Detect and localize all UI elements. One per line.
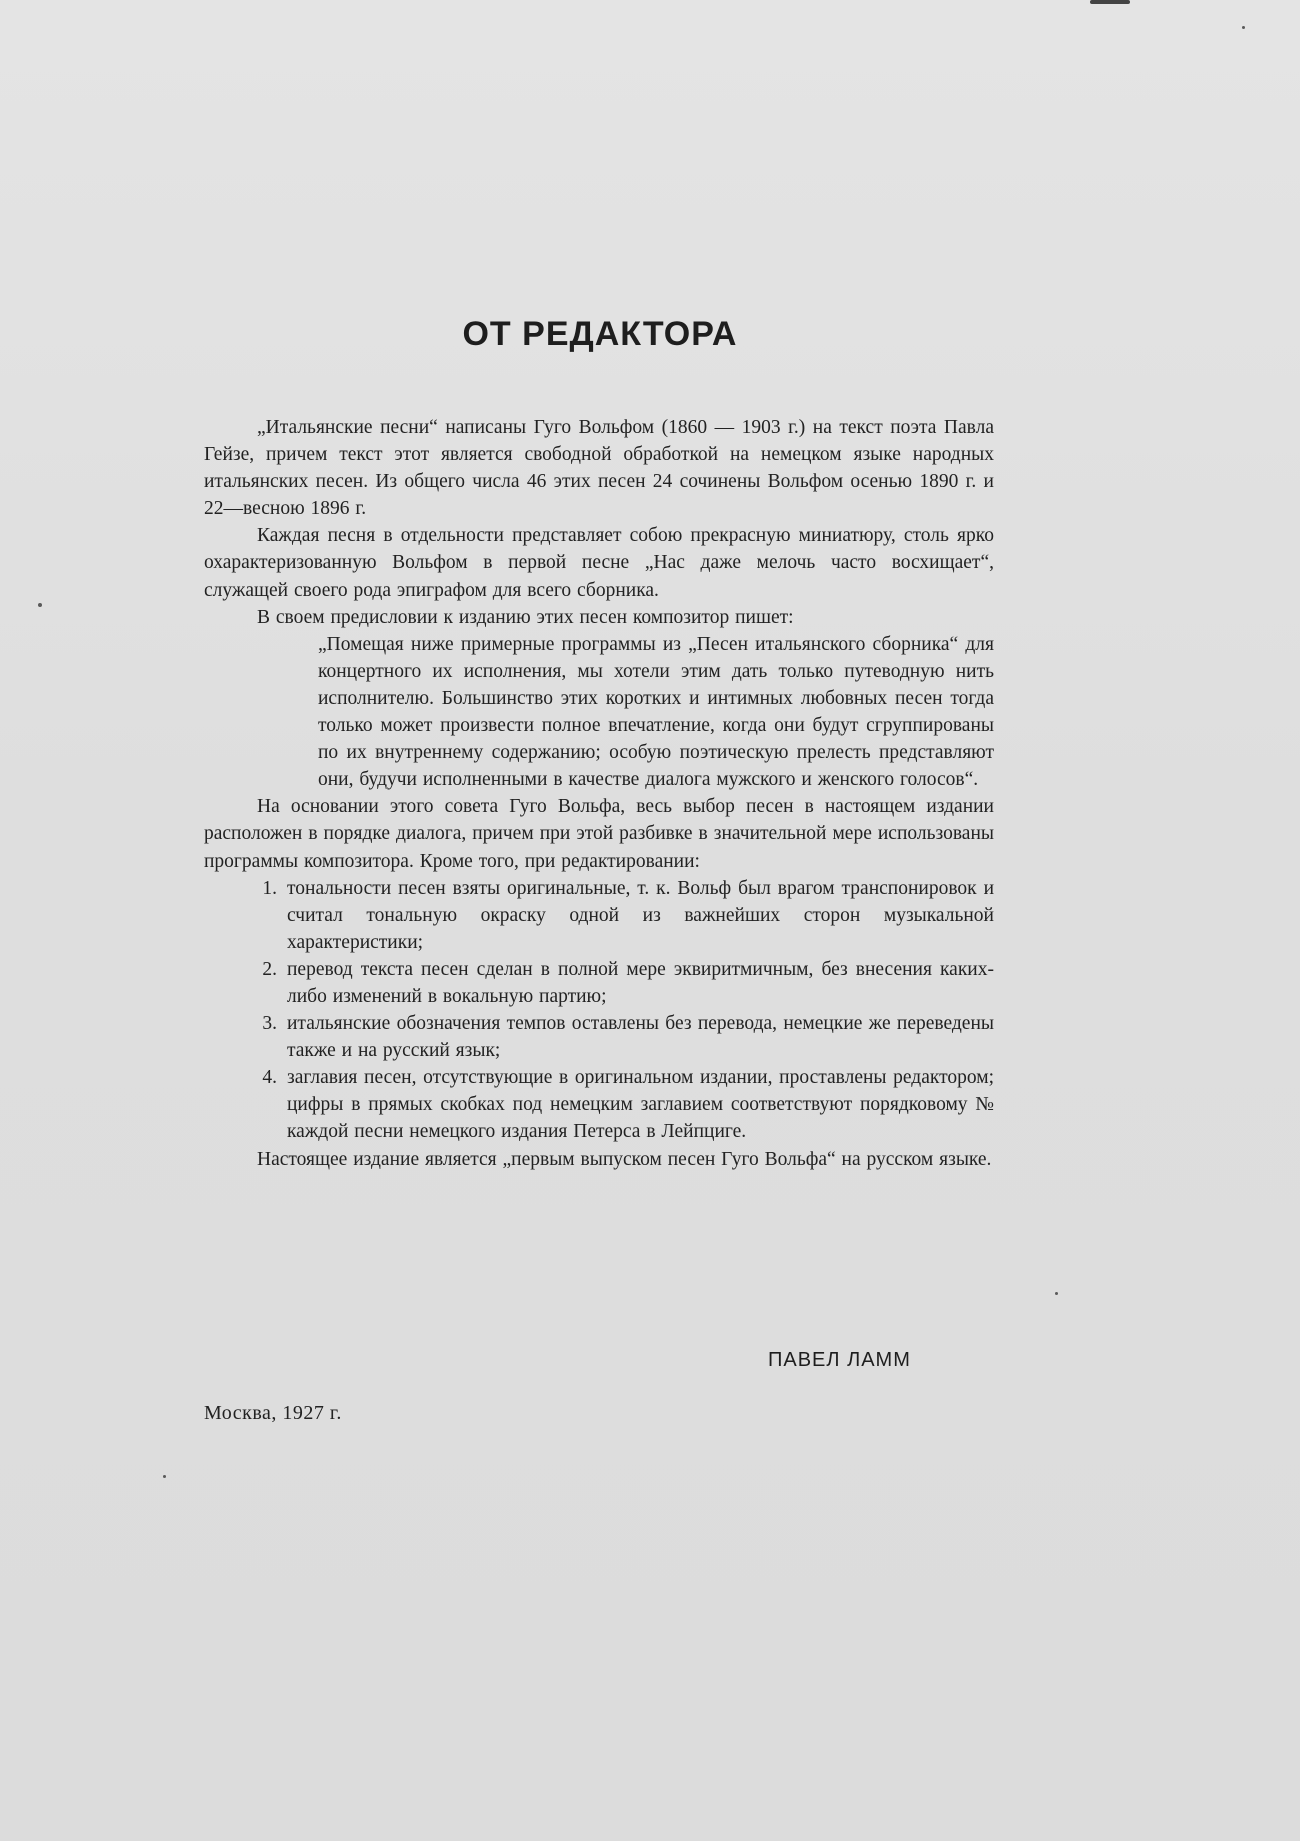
- list-item: [204, 1064, 994, 1145]
- page-title: ОТ РЕДАКТОРА: [462, 314, 738, 353]
- list-item-text: тональности песен взяты оригинальные, т. к. Вольф был врагом транспонировок и считал тональную окраску одной из важнейших сторон музыкальной характеристики;: [287, 877, 994, 953]
- quotation-block: [204, 631, 994, 794]
- list-item-number: 1.: [262, 877, 277, 899]
- paragraph: Настоящее издание является „первым выпуском песен Гуго Вольфа“ на русском языке.: [257, 1148, 992, 1170]
- list-item-text: заглавия песен, отсутствующие в оригинальном издании, проставлены редактором; цифры в прямых скобках под немецким заглавием соответствуют порядковому № каждой песни немецкого издания Петерса в Лейпциге.: [287, 1067, 994, 1143]
- list-item-number: 2.: [262, 958, 277, 980]
- scan-speck: [163, 1475, 166, 1478]
- scan-speck: [1242, 26, 1245, 29]
- list-item: [204, 956, 994, 1010]
- paragraph: В своем предисловии к изданию этих песен композитор пишет:: [257, 606, 794, 628]
- scan-speck: [1055, 1292, 1058, 1295]
- scan-speck: [38, 603, 42, 607]
- list-item-text: перевод текста песен сделан в полной мере эквиритмичным, без внесения каких-либо изменений в вокальную партию;: [287, 958, 994, 1007]
- list-item-text: итальянские обозначения темпов оставлены без перевода, немецкие же переведены также и на русский язык;: [287, 1013, 994, 1062]
- paragraph: На основании этого совета Гуго Вольфа, весь выбор песен в настоящем издании расположен в порядке диалога, причем при этой разбивке в значительной мере использованы программы композитора. Кроме того, при редактировании:: [204, 796, 994, 872]
- paragraph: „Итальянские песни“ написаны Гуго Вольфом (1860 — 1903 г.) на текст поэта Павла Гейзе, причем текст этот является свободной обработкой на немецком языке народных итальянских песен. Из общего числа 46 этих песен 24 сочинены Вольфом осенью 1890 г. и 22—весною 1896 г.: [204, 417, 994, 520]
- preface-body: [204, 414, 994, 1173]
- quotation-text: „Помещая ниже примерные программы из „Песен итальянского сборника“ для концертного их исполнения, мы хотели этим дать только путеводную нить исполнителю. Большинство этих коротких и интимных любовных песен тогда только может произвести полное впечатление, когда они будут сгруппированы по их внутреннему содержанию; особую поэтическую прелесть представляют они, будучи исполненными в качестве диалога мужского и женского голосов“.: [318, 633, 994, 791]
- editor-signature: ПАВЕЛ ЛАММ: [768, 1349, 911, 1371]
- list-item-number: 3.: [262, 1013, 277, 1035]
- list-item: [204, 1010, 994, 1064]
- paragraph: Каждая песня в отдельности представляет собою прекрасную миниатюру, столь ярко охарактеризованную Вольфом в первой песне „Нас даже мелочь часто восхищает“, служащей своего рода эпиграфом для всего сборника.: [204, 525, 994, 601]
- list-item: [204, 875, 994, 956]
- place-and-date: Москва, 1927 г.: [204, 1402, 342, 1424]
- scan-speck: [1090, 0, 1130, 4]
- list-item-number: 4.: [262, 1067, 277, 1089]
